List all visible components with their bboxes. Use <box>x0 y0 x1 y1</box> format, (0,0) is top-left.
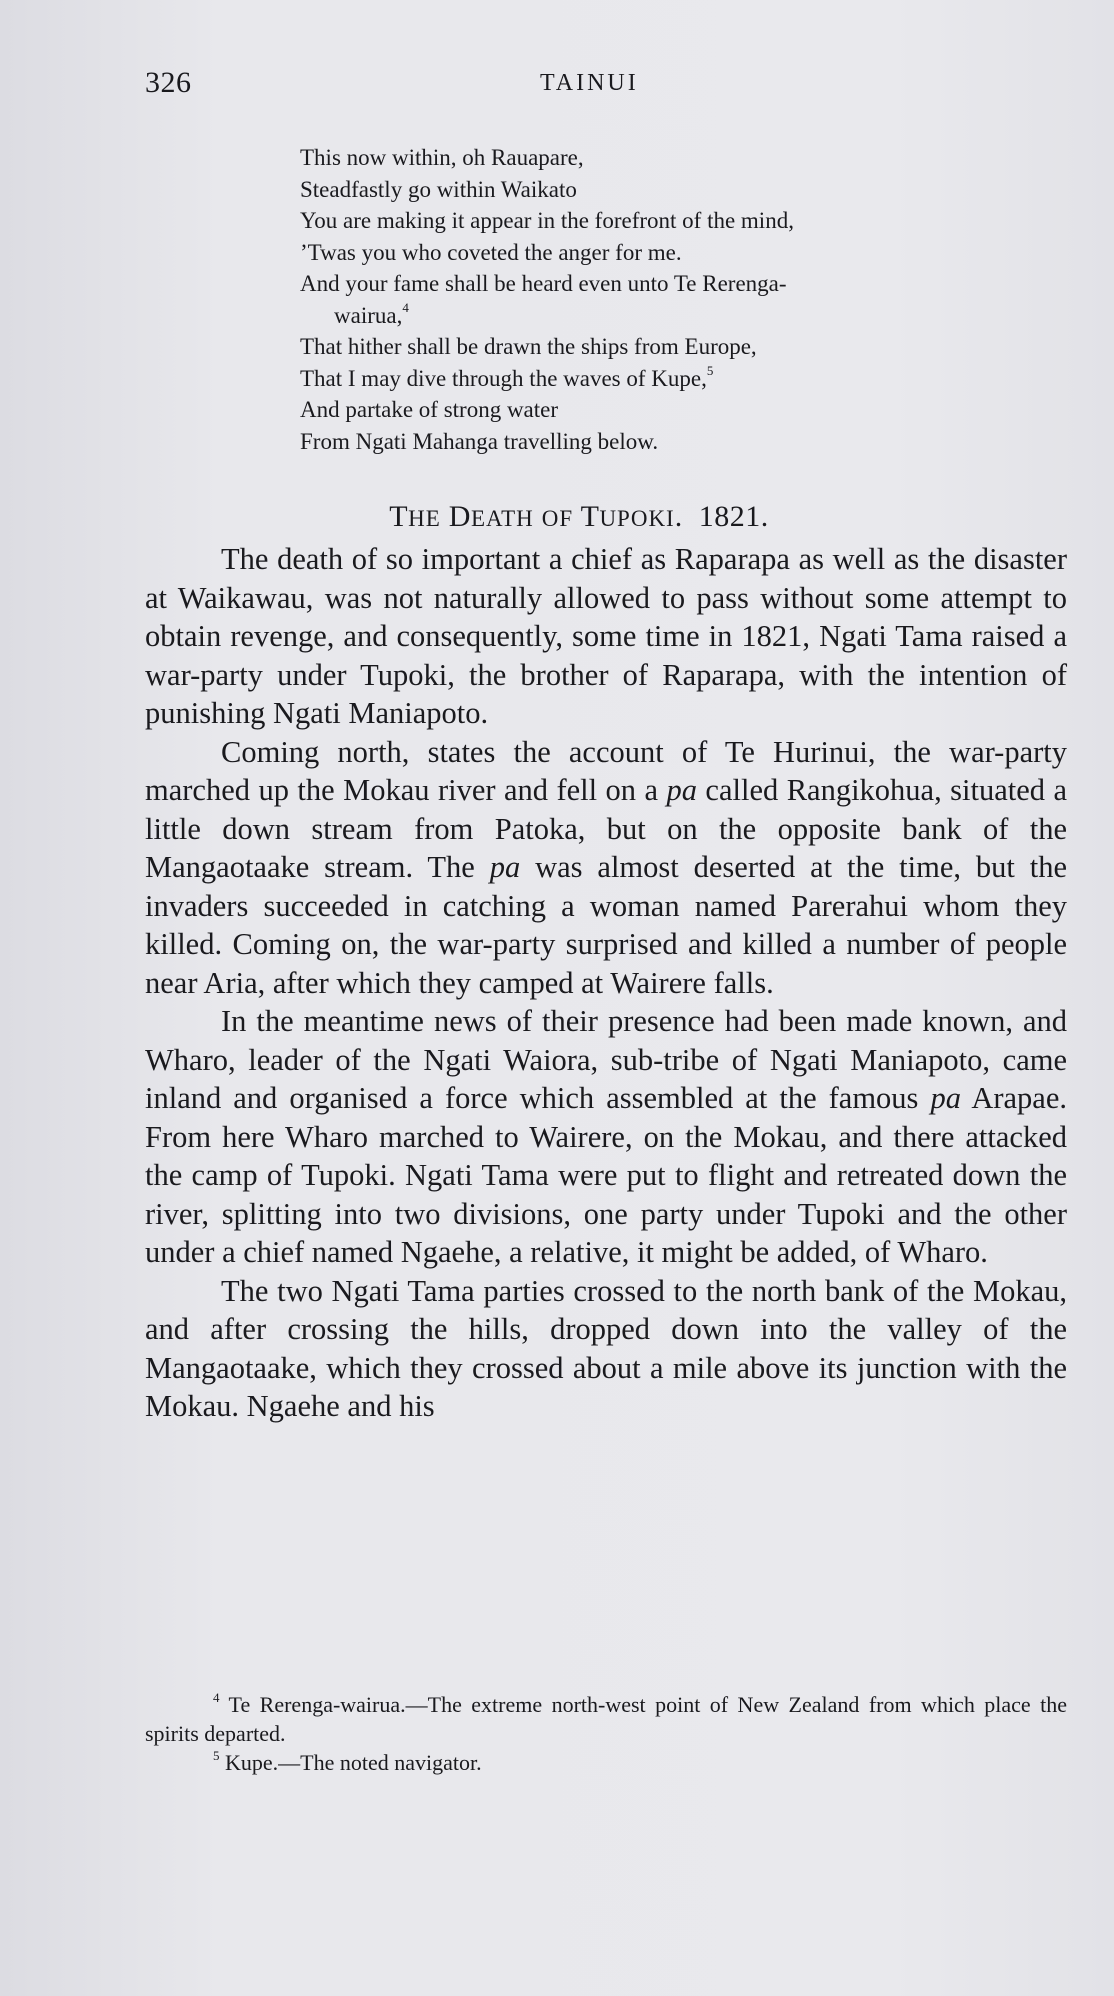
poem-line-text: wairua, <box>334 302 403 328</box>
title-cap: T <box>580 500 600 533</box>
footnote-ref: 5 <box>706 362 714 378</box>
paragraph <box>145 1002 1067 1272</box>
paragraph-text: In the meantime news of their presence had been made known, and Wharo, leader of the Ngati Waiora, sub-tribe of Ngati Maniapoto, came inland and organised a force which assembled at the famous <box>145 1004 1067 1115</box>
poem-line <box>300 363 1080 395</box>
poem-line: ’Twas you who coveted the anger for me. <box>300 239 682 265</box>
title-year: 1821. <box>698 500 769 533</box>
poem-block <box>300 142 1080 457</box>
paragraph <box>145 733 1067 1003</box>
poem-line <box>300 300 1080 332</box>
paragraph: The two Ngati Tama parties crossed to the north bank of the Mokau, and after crossing the hills, dropped down into the valley of the Mangaotaake, which they crossed about a mile above its junction with the Mokau. Ngaehe and his <box>145 1273 1067 1423</box>
footnote-ref: 4 <box>402 299 409 315</box>
body-text <box>145 540 1067 1426</box>
paragraph-text: Coming north, states the account of Te Hurinui, the war-party marched up the Mokau river and fell on a <box>145 734 1067 807</box>
poem-line: You are making it appear in the forefront of the mind, <box>300 208 794 233</box>
poem-line: That hither shall be drawn the ships from Europe, <box>300 334 757 359</box>
poem-line: From Ngati Mahanga travelling below. <box>300 428 659 454</box>
footnote-mark: 4 <box>213 1689 220 1705</box>
footnote <box>145 1690 1067 1748</box>
title-smallcaps: HE <box>408 506 441 531</box>
paragraph-text: called Rangikohua, situated a little down stream from Patoka, but on the opposite bank of the Mangaotaake stream. The <box>145 773 1068 884</box>
poem-line: And partake of strong water <box>300 397 559 422</box>
paragraph: The death of so important a chief as Raparapa as well as the disaster at Waikawau, was not naturally allowed to pass without some attempt to obtain revenge, and consequently, some time in 1821, Ngati Tama raised a war-party under Tupoki, the brother of Raparapa, with the intention of punishing Ngati Maniapoto. <box>145 542 1067 730</box>
title-smallcaps: UPOKI <box>599 506 675 531</box>
section-title: THE DEATH OF TUPOKI. 1821. <box>389 500 769 533</box>
footnotes <box>145 1690 1067 1777</box>
running-head: TAINUI <box>540 70 639 96</box>
footnote <box>145 1748 1067 1777</box>
title-smallcaps: OF <box>541 506 574 531</box>
paragraph-text: was almost deserted at the time, but the invaders succeeded in catching a woman named Parerahui whom they killed. Coming on, the war-party surprised and killed a number of people near Aria, after which they camped at Wairere falls. <box>145 850 1067 1000</box>
poem-line: This now within, oh Rauapare, <box>300 145 584 170</box>
page-header <box>145 66 1065 106</box>
poem-line-text: That I may dive through the waves of Kupe, <box>300 365 707 391</box>
footnote-mark: 5 <box>213 1747 220 1763</box>
title-cap: D <box>448 500 471 533</box>
italic-term: pa <box>489 850 521 884</box>
page-number: 326 <box>145 66 192 99</box>
title-cap: T <box>389 500 409 533</box>
poem-line: Steadfastly go within Waikato <box>300 176 577 202</box>
paragraph-text: Arapae. From here Wharo marched to Wairere, on the Mokau, and there attacked the camp of Tupoki. Ngati Tama were put to flight and retreated down the river, splitting into two divisions, one party under Tupoki and the other under a chief named Ngaehe, a relative, it might be added, of Wharo. <box>145 1081 1067 1269</box>
italic-term: pa <box>930 1081 961 1115</box>
title-smallcaps: EATH <box>470 506 534 531</box>
poem-line: And your fame shall be heard even unto Te Rerenga- <box>300 271 787 296</box>
italic-term: pa <box>666 773 697 807</box>
footnote-text: Kupe.—The noted navigator. <box>219 1750 482 1775</box>
footnote-text: Te Rerenga-wairua.—The extreme north-west point of New Zealand from which place the spirits departed. <box>145 1692 1067 1746</box>
